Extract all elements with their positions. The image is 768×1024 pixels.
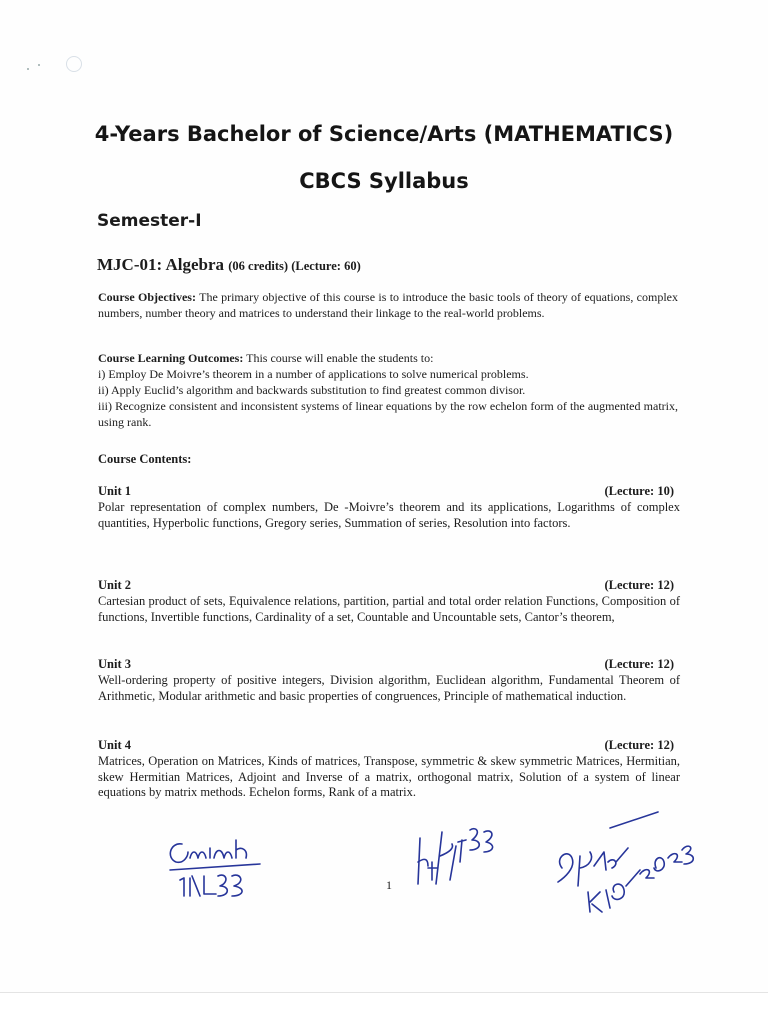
- unit-description: Well-ordering property of positive integers, Division algorithm, Euclidean algorithm, Fundamental Theorem of Arithmetic, Modular arithmetic and basic properties of congruences, Principle of mathematical induction.: [98, 673, 680, 703]
- outcomes-label: Course Learning Outcomes:: [98, 351, 244, 365]
- signature-left: [160, 836, 280, 900]
- unit-header: [98, 578, 678, 593]
- course-meta: (06 credits) (Lecture: 60): [228, 259, 361, 273]
- semester-heading: Semester-I: [97, 211, 202, 231]
- unit-lecture: (Lecture: 12): [604, 738, 674, 752]
- document-title: 4-Years Bachelor of Science/Arts (MATHEMATICS): [94, 122, 674, 146]
- contents-heading: Course Contents:: [98, 452, 192, 466]
- course-objectives: [98, 289, 678, 321]
- outcome-item: iii) Recognize consistent and inconsistent systems of linear equations by the row echelon form of the augmented matrix, using rank.: [98, 399, 678, 429]
- signature-middle: [406, 822, 502, 892]
- unit-lecture: (Lecture: 12): [604, 657, 674, 671]
- document-subtitle: CBCS Syllabus: [299, 169, 469, 193]
- unit-description: Cartesian product of sets, Equivalence relations, partition, partial and total order relation Functions, Composition of functions, Invertible functions, Cardinality of a set, Countable and Uncountable sets, Cantor’s theorem,: [98, 594, 680, 624]
- unit-name: Unit 4: [98, 738, 131, 752]
- signature-right: [550, 808, 710, 918]
- scan-speck: [27, 68, 29, 70]
- scan-artifact-circle: [66, 56, 82, 72]
- unit-lecture: (Lecture: 12): [604, 578, 674, 592]
- unit-description: Polar representation of complex numbers, De -Moivre’s theorem and its applications, Logarithms of complex quantities, Hyperbolic functions, Gregory series, Summation of series, Resolution into factors.: [98, 500, 680, 530]
- unit-name: Unit 3: [98, 657, 131, 671]
- course-heading: [97, 255, 361, 275]
- unit-header: [98, 738, 678, 753]
- course-code-title: MJC-01: Algebra: [97, 255, 225, 274]
- unit-description: Matrices, Operation on Matrices, Kinds of matrices, Transpose, symmetric & skew symmetric Matrices, Hermitian, skew Hermitian Matrices, Adjoint and Inverse of a matrix, orthogonal matrix, Solution of a system of linear equations by matrix methods. Echelon forms, Rank of a matrix.: [98, 754, 680, 799]
- objectives-label: Course Objectives:: [98, 290, 196, 304]
- scan-speck: [38, 64, 40, 66]
- unit-name: Unit 2: [98, 578, 131, 592]
- unit-name: Unit 1: [98, 484, 131, 498]
- learning-outcomes: [98, 350, 678, 430]
- objectives-text: The primary objective of this course is to introduce the basic tools of theory of equations, complex numbers, number theory and matrices to understand their linkage to the real-world problems.: [98, 290, 678, 320]
- outcome-item: ii) Apply Euclid’s algorithm and backwards substitution to find greatest common divisor.: [98, 383, 526, 397]
- unit-lecture: (Lecture: 10): [604, 484, 674, 498]
- page-number: 1: [386, 878, 392, 892]
- unit-header: [98, 484, 678, 499]
- unit-header: [98, 657, 678, 672]
- outcomes-intro: This course will enable the students to:: [246, 351, 434, 365]
- outcome-item: i) Employ De Moivre’s theorem in a number of applications to solve numerical problems.: [98, 367, 529, 381]
